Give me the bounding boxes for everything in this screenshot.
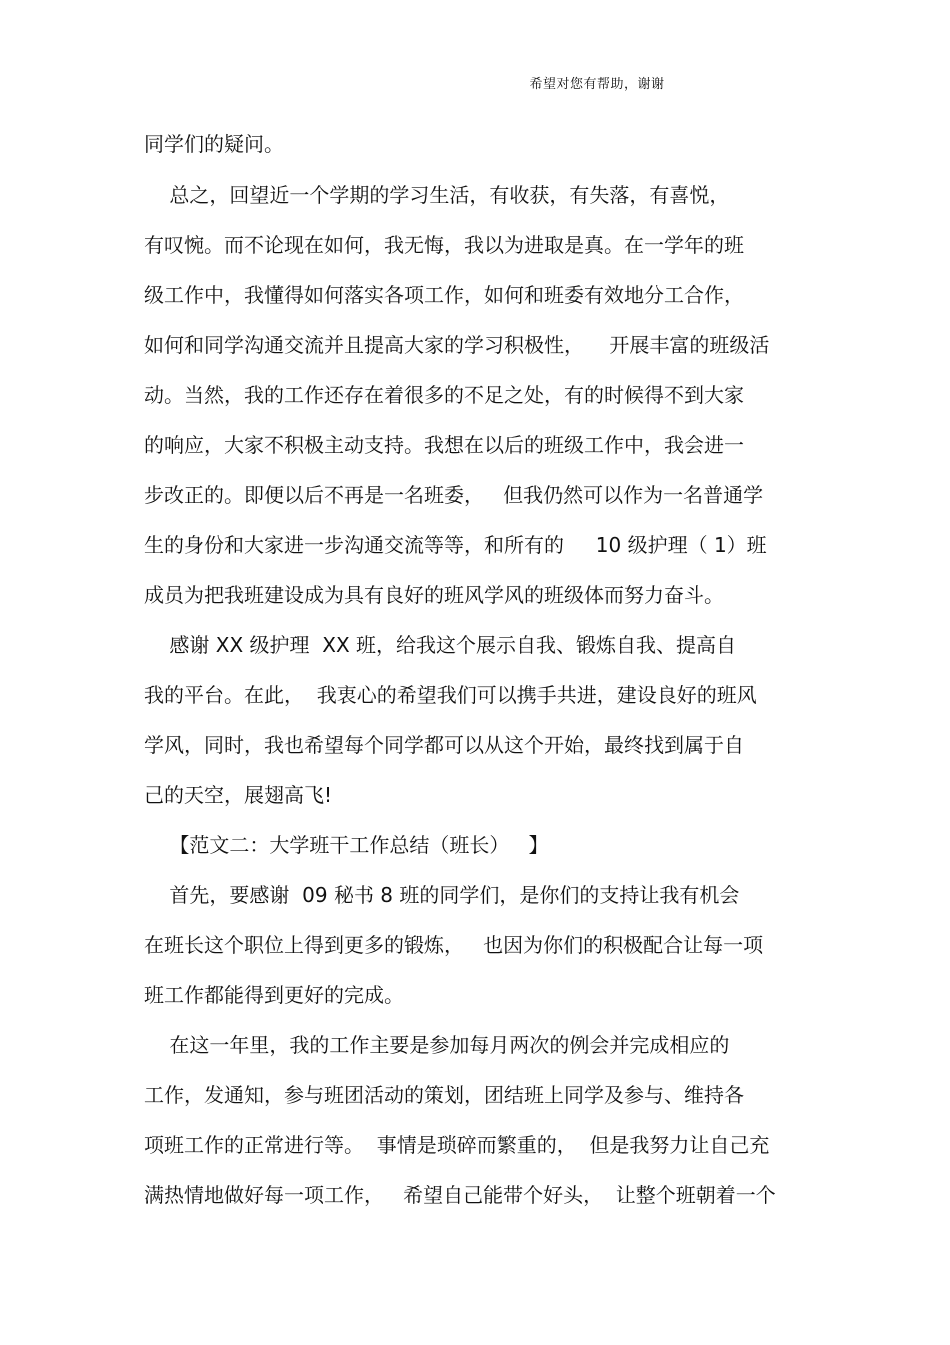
text-line: 生的身份和大家进一步沟通交流等等，和所有的 10 级护理（ 1）班: [144, 533, 767, 557]
text-line: 的响应，大家不积极主动支持。我想在以后的班级工作中，我会进一: [144, 433, 744, 457]
text-line: 工作，发通知，参与班团活动的策划，团结班上同学及参与、维持各: [144, 1083, 744, 1107]
text-line: 己的天空，展翅高飞!: [144, 783, 333, 807]
text-line: 动。当然，我的工作还存在着很多的不足之处，有的时候得不到大家: [144, 383, 744, 407]
page-header-note: 希望对您有帮助，谢谢: [529, 77, 665, 92]
text-line: 班工作都能得到更好的完成。: [144, 983, 404, 1007]
text-line: 满热情地做好每一项工作， 希望自己能带个好头， 让整个班朝着一个: [144, 1183, 776, 1207]
section-heading: 【范文二：大学班干工作总结（班长） 】: [144, 833, 549, 857]
text-line: 在班长这个职位上得到更多的锻炼， 也因为你们的积极配合让每一项: [144, 933, 764, 957]
text-line: 首先，要感谢 09 秘书 8 班的同学们，是你们的支持让我有机会: [144, 883, 740, 907]
text-line: 感谢 XX 级护理 XX 班，给我这个展示自我、锻炼自我、提高自: [144, 633, 737, 657]
text-line: 步改正的。即便以后不再是一名班委， 但我仍然可以作为一名普通学: [144, 483, 764, 507]
text-line: 在这一年里，我的工作主要是参加每月两次的例会并完成相应的: [144, 1033, 730, 1057]
text-line: 项班工作的正常进行等。 事情是琐碎而繁重的， 但是我努力让自己充: [144, 1133, 770, 1157]
text-line: 级工作中，我懂得如何落实各项工作，如何和班委有效地分工合作，: [144, 283, 744, 307]
text-line: 学风，同时，我也希望每个同学都可以从这个开始，最终找到属于自: [144, 733, 744, 757]
text-line: 总之，回望近一个学期的学习生活，有收获，有失落，有喜悦，: [144, 183, 730, 207]
text-line: 成员为把我班建设成为具有良好的班风学风的班级体而努力奋斗。: [144, 583, 724, 607]
text-line: 有叹惋。而不论现在如何，我无悔，我以为进取是真。在一学年的班: [144, 233, 744, 257]
text-line: 如何和同学沟通交流并且提高大家的学习积极性， 开展丰富的班级活: [144, 333, 770, 357]
text-line: 同学们的疑问。: [144, 132, 284, 156]
text-line: 我的平台。在此， 我衷心的希望我们可以携手共进，建设良好的班风: [144, 683, 757, 707]
